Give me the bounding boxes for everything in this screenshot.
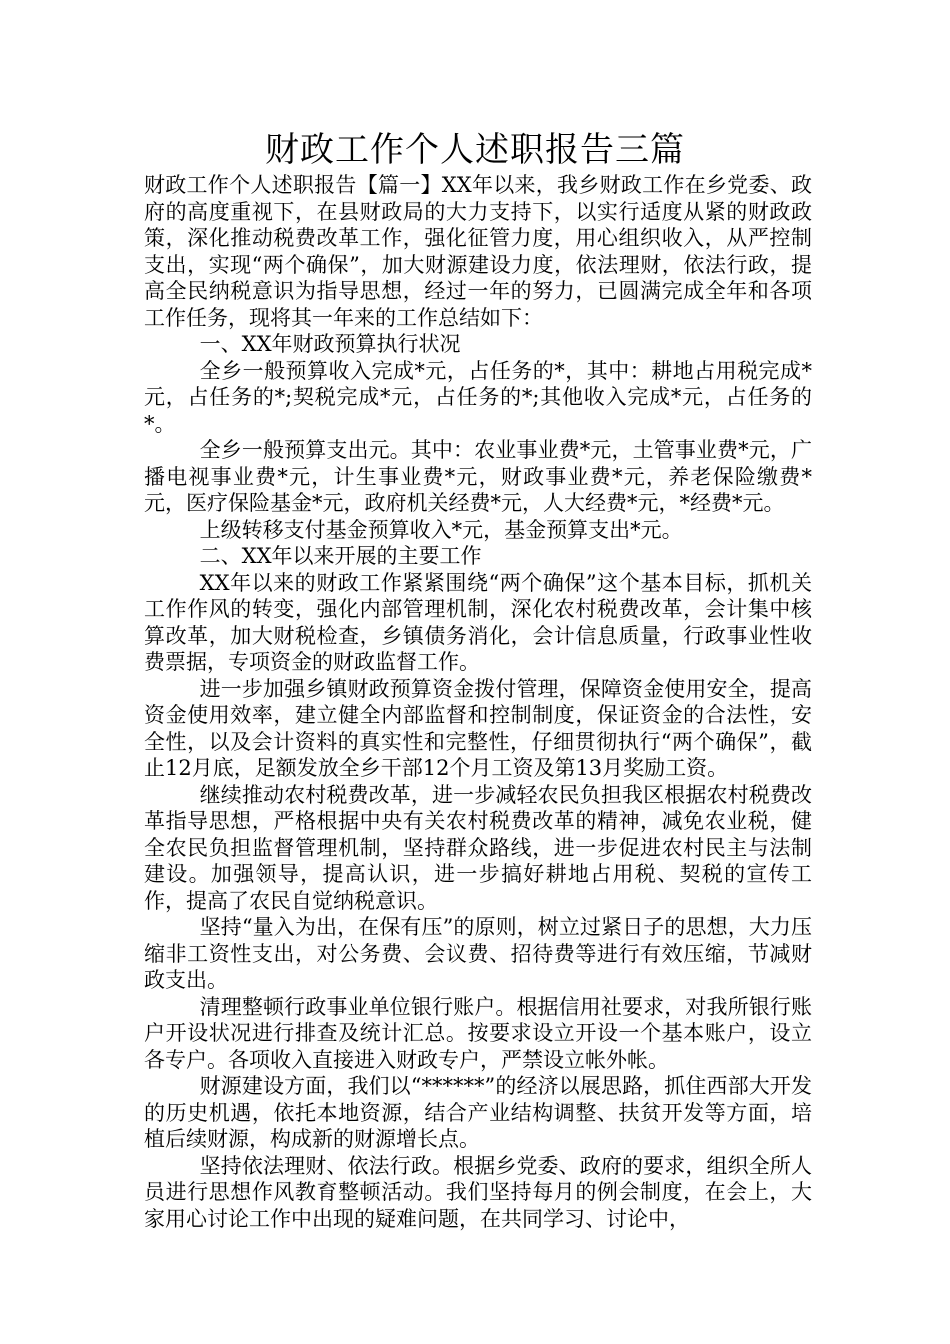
document-title: 财政工作个人述职报告三篇	[265, 130, 685, 170]
paragraph: 清理整顿行政事业单位银行账户。根据信用社要求，对我所银行账户开设状况进行排查及统计汇总。按要求设立开设一个基本账户，设立各专户。各项收入直接进入财政专户，严禁设立帐外帐。	[144, 994, 812, 1072]
paragraph: 财源建设方面，我们以“******”的经济以展思路，抓住西部大开发的历史机遇，依托本地资源，结合产业结构调整、扶贫开发等方面，培植后续财源，构成新的财源增长点。	[144, 1074, 812, 1151]
paragraph: 坚持依法理财、依法行政。根据乡党委、政府的要求，组织全所人员进行思想作风教育整顿活动。我们坚持每月的例会制度，在会上，大家用心讨论工作中出现的疑难问题，在共同学习、讨论中，	[144, 1153, 812, 1231]
paragraph: 上级转移支付基金预算收入*元，基金预算支出*元。	[199, 517, 683, 542]
document-body	[144, 172, 812, 1232]
paragraph: 全乡一般预算支出元。其中：农业事业费*元，土管事业费*元，广播电视事业费*元，计生事业费*元，财政事业费*元，养老保险缴费*元，医疗保险基金*元，政府机关经费*元，人大经费*元，*经费*元。	[144, 438, 812, 515]
paragraph: 全乡一般预算收入完成*元，占任务的*，其中：耕地占用税完成*元，占任务的*;契税完成*元，占任务的*;其他收入完成*元，占任务的*。	[144, 358, 812, 436]
paragraph: XX年以来的财政工作紧紧围绕“两个确保”这个基本目标，抓机关工作作风的转变，强化内部管理机制，深化农村税费改革，会计集中核算改革，加大财税检查，乡镇债务消化，会计信息质量，行政事业性收费票据，专项资金的财政监督工作。	[144, 570, 812, 674]
paragraph-intro: 财政工作个人述职报告【篇一】XX年以来，我乡财政工作在乡党委、政府的高度重视下，在县财政局的大力支持下，以实行适度从紧的财政政策，深化推动税费改革工作，强化征管力度，用心组织收入，从严控制支出，实现“两个确保”，加大财源建设力度，依法理财，依法行政，提高全民纳税意识为指导思想，经过一年的努力，已圆满完成全年和各项工作任务，现将其一年来的工作总结如下：	[144, 173, 812, 330]
paragraph: 继续推动农村税费改革，进一步减轻农民负担我区根据农村税费改革指导思想，严格根据中央有关农村税费改革的精神，减免农业税，健全农民负担监督管理机制，坚持群众路线，进一步促进农村民主与法制建设。加强领导，提高认识，进一步搞好耕地占用税、契税的宣传工作，提高了农民自觉纳税意识。	[144, 782, 812, 913]
section-heading-2: 二、XX年以来开展的主要工作	[199, 544, 482, 568]
paragraph: 坚持“量入为出，在保有压”的原则，树立过紧日子的思想，大力压缩非工资性支出，对公务费、会议费、招待费等进行有效压缩，节减财政支出。	[144, 915, 812, 992]
paragraph: 进一步加强乡镇财政预算资金拨付管理，保障资金使用安全，提高资金使用效率，建立健全内部监督和控制制度，保证资金的合法性，安全性，以及会计资料的真实性和完整性，仔细贯彻执行“两个确保”，截止12月底，足额发放全乡干部12个月工资及第13月奖励工资。	[144, 676, 812, 780]
section-heading-1: 一、XX年财政预算执行状况	[199, 332, 461, 356]
